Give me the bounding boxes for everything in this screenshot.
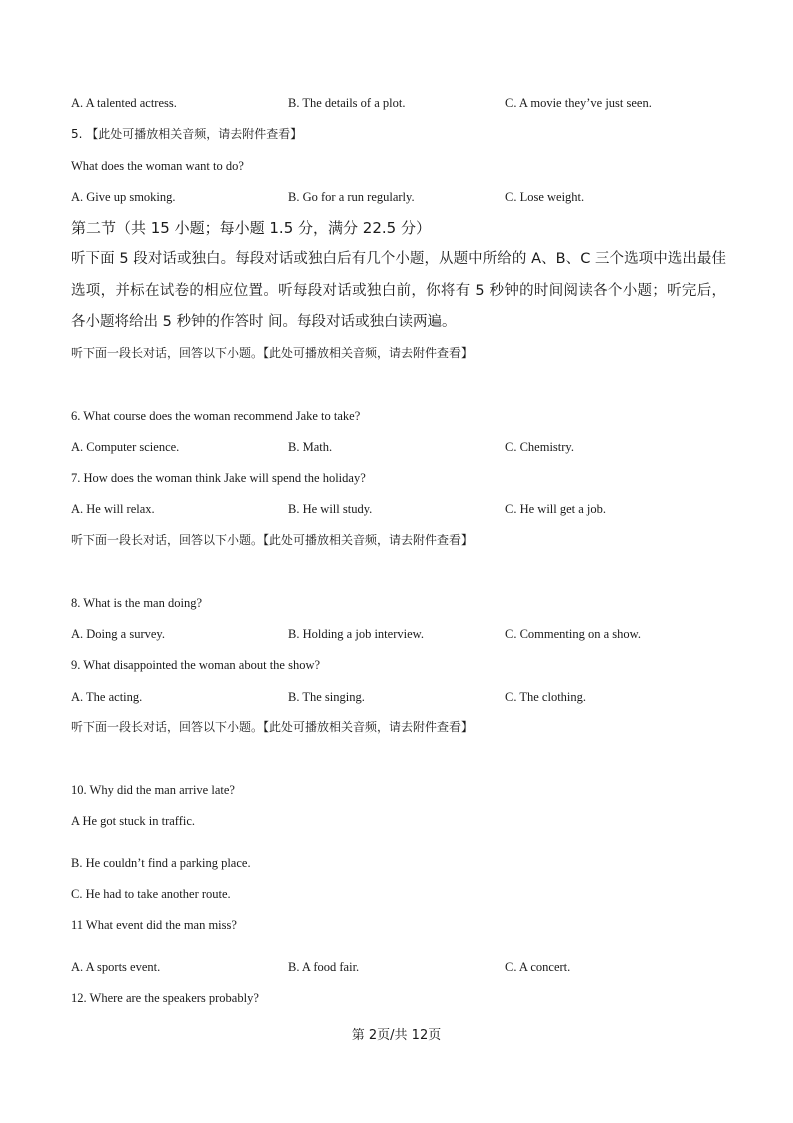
q5-option-b: B. Go for a run regularly. [288, 190, 415, 204]
q8-option-c: C. Commenting on a show. [505, 627, 641, 641]
q7-question: 7. How does the woman think Jake will spend the holiday? [71, 471, 366, 485]
q6-options [71, 439, 731, 455]
q4-option-b: B. The details of a plot. [288, 96, 406, 110]
q8-option-a: A. Doing a survey. [71, 627, 165, 641]
q7-option-a: A. He will relax. [71, 502, 155, 516]
q6-option-b: B. Math. [288, 440, 333, 454]
q5-option-a: A. Give up smoking. [71, 190, 176, 204]
q10-option-a: A He got stuck in traffic. [71, 814, 196, 828]
q9-options [71, 689, 731, 705]
q8-question: 8. What is the man doing? [71, 596, 202, 610]
q4-option-c: C. A movie they’ve just seen. [505, 96, 652, 110]
q5-question: What does the woman want to do? [71, 159, 244, 173]
q11-option-b: B. A food fair. [288, 960, 360, 974]
q8-options [71, 626, 731, 642]
section-instructions: 听下面 5 段对话或独白。每段对话或独白后有几个小题，从题中所给的 A、B、C 三个选项中选出最佳选项，并标在试卷的相应位置。听每段对话或独白前，你将有 5 秒钟的时间阅读各个小题；听完后，各小题将给出 5 秒钟的作答时 间。每段对话或独白读两遍。 [71, 251, 726, 330]
q7-option-b: B. He will study. [288, 502, 373, 516]
q11-question: 11 What event did the man miss? [71, 918, 237, 932]
audio-note-3: 听下面一段长对话，回答以下小题。【此处可播放相关音频，请去附件查看】 [71, 720, 474, 734]
q7-option-c: C. He will get a job. [505, 502, 607, 516]
q5-audio-note: 5. 【此处可播放相关音频，请去附件查看】 [71, 127, 303, 141]
section-title: 第二节（共 15 小题；每小题 1.5 分，满分 22.5 分） [71, 219, 431, 237]
q11-options [71, 959, 731, 975]
q9-question: 9. What disappointed the woman about the show? [71, 658, 321, 672]
q10-option-c: C. He had to take another route. [71, 887, 231, 901]
q9-option-b: B. The singing. [288, 690, 365, 704]
audio-note-2: 听下面一段长对话，回答以下小题。【此处可播放相关音频，请去附件查看】 [71, 533, 474, 547]
q5-options [71, 189, 731, 205]
audio-note-1: 听下面一段长对话，回答以下小题。【此处可播放相关音频，请去附件查看】 [71, 346, 474, 360]
q12-question: 12. Where are the speakers probably? [71, 991, 259, 1005]
q8-option-b: B. Holding a job interview. [288, 627, 424, 641]
q4-options [71, 95, 731, 111]
q6-question: 6. What course does the woman recommend Jake to take? [71, 409, 361, 423]
page-footer: 第 2页/共 12页 [351, 1028, 442, 1043]
q6-option-c: C. Chemistry. [505, 440, 574, 454]
q9-option-c: C. The clothing. [505, 690, 587, 704]
q9-option-a: A. The acting. [71, 690, 143, 704]
q10-question: 10. Why did the man arrive late? [71, 783, 235, 797]
q11-option-c: C. A concert. [505, 960, 571, 974]
q5-option-c: C. Lose weight. [505, 190, 585, 204]
q7-options [71, 501, 731, 517]
q10-option-b: B. He couldn’t find a parking place. [71, 856, 251, 870]
q4-option-a: A. A talented actress. [71, 96, 177, 110]
q11-option-a: A. A sports event. [71, 960, 161, 974]
q6-option-a: A. Computer science. [71, 440, 180, 454]
